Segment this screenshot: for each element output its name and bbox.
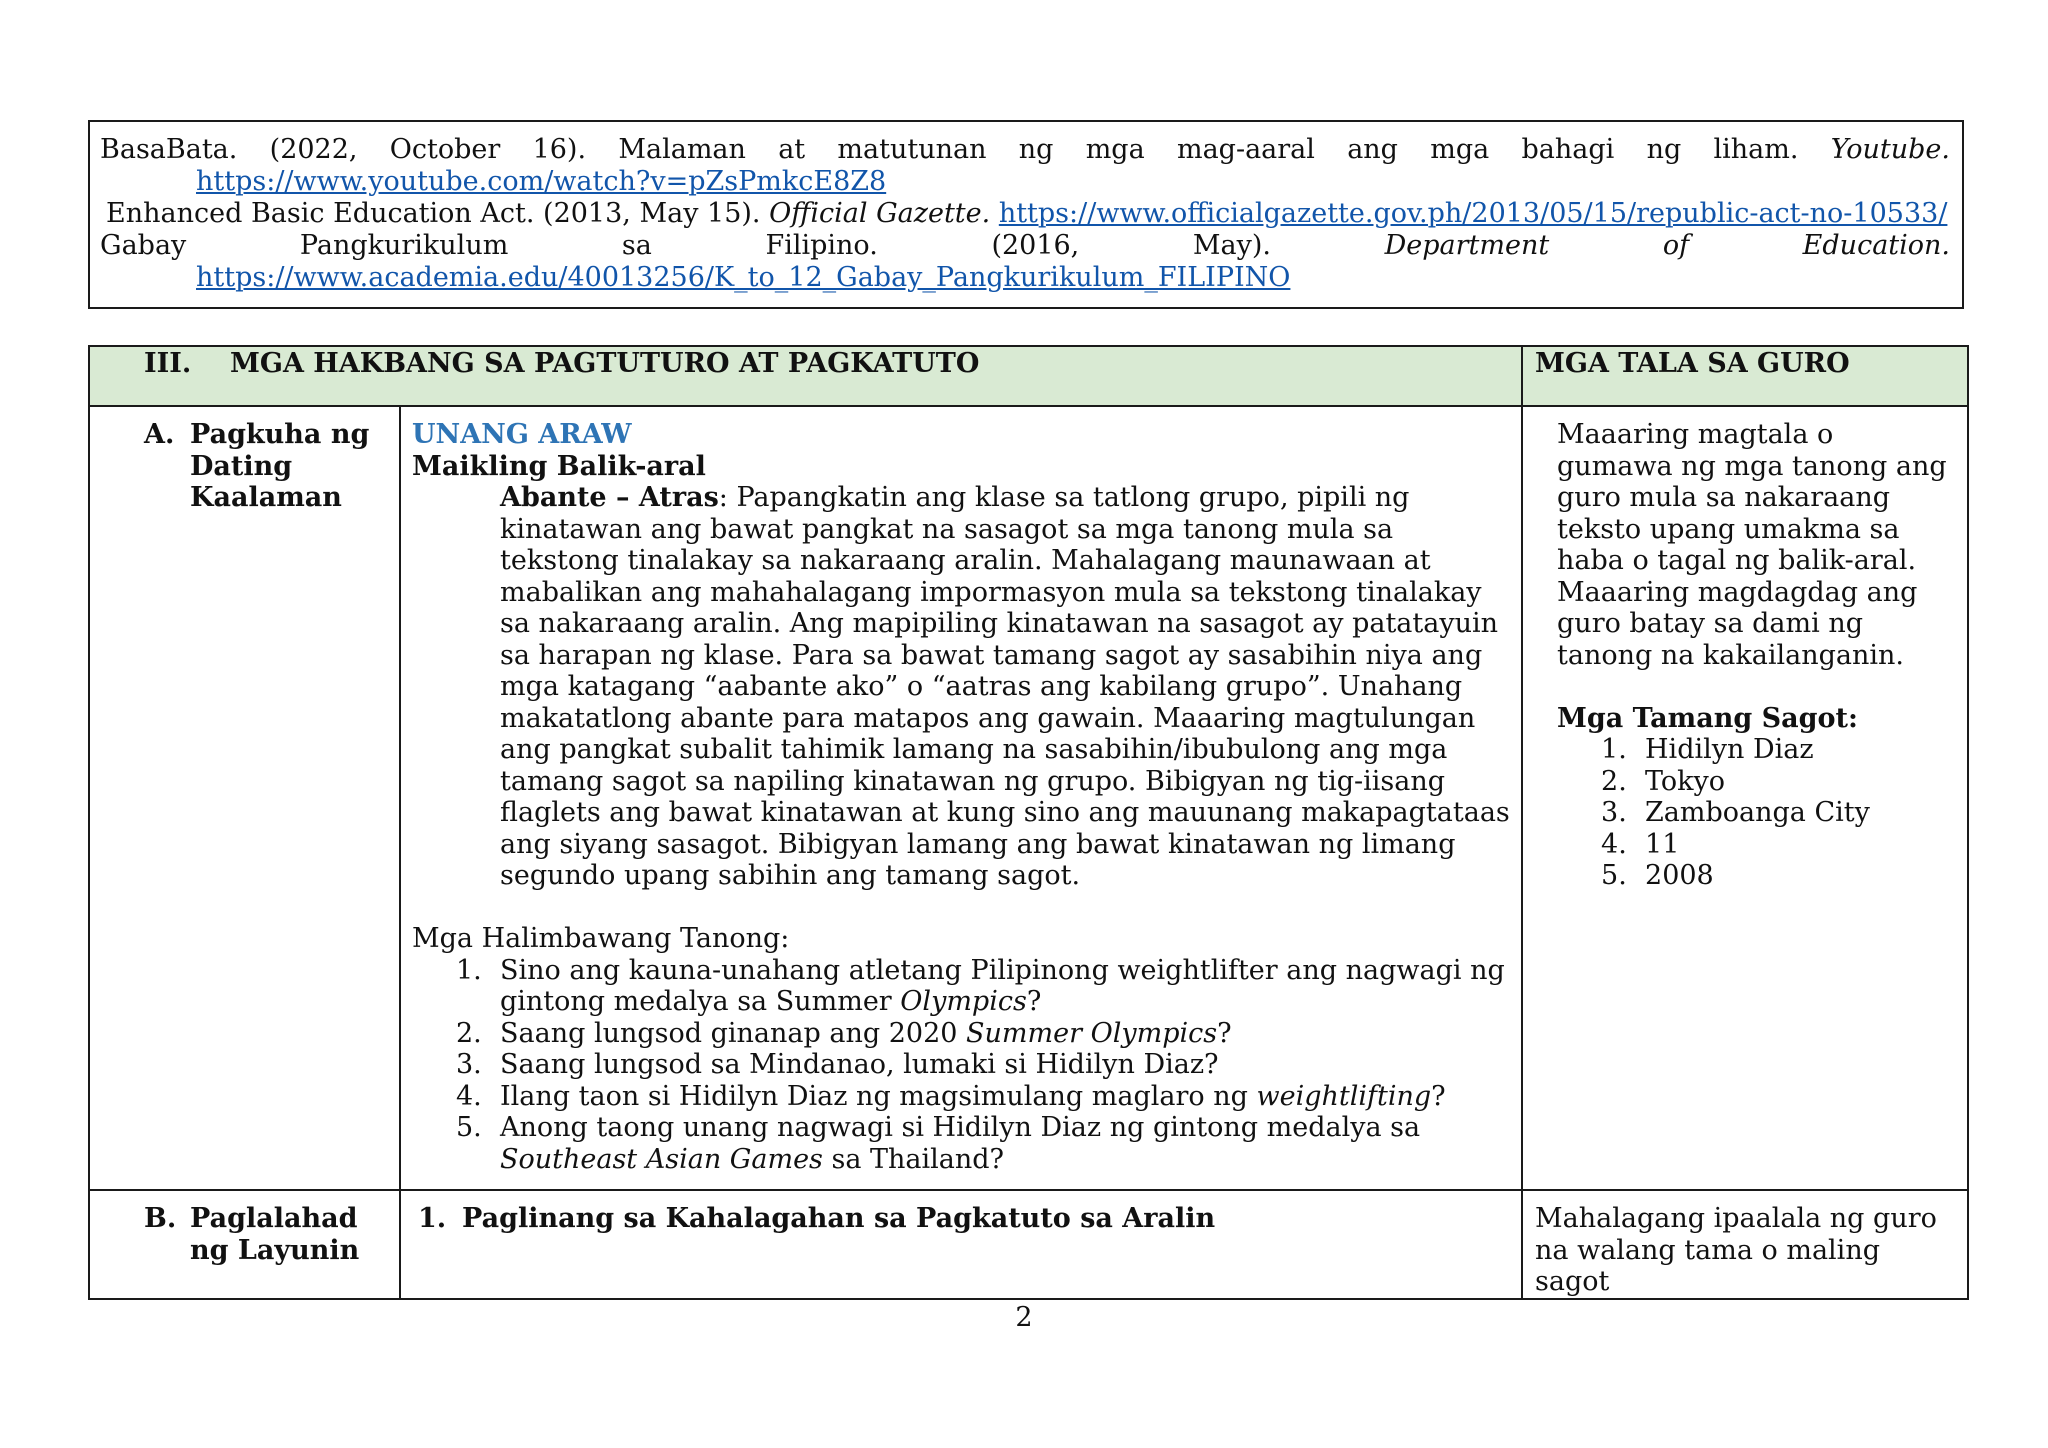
list-item: 3. Zamboanga City [1601, 797, 1870, 828]
section-letter: B. [144, 1203, 177, 1234]
list-item: 1. Sino ang kauna-unahang atletang Pilipinong weightlifter ang nagwagi ng gintong medalya sa Summer Olympics? [456, 954, 1505, 1017]
reference-entry [100, 198, 1950, 230]
section-letter: A. [144, 419, 175, 450]
day-heading: UNANG ARAW [412, 419, 632, 450]
reference-date: (2016, May). [991, 230, 1271, 261]
notes-text: Maaaring magtala o gumawa ng mga tanong ang guro mula sa nakaraang teksto upang umakma sa haba o tagal ng balik-aral. Maaaring magdagdag ang guro batay sa dami ng tanong na kakailanganin. [1557, 419, 1947, 671]
list-item: 2. Saang lungsod ginanap ang 2020 Summer Olympics? [456, 1017, 1232, 1049]
list-item: 5. 2008 [1601, 860, 1714, 891]
section-label-a [89, 406, 400, 1190]
lesson-steps-table [88, 345, 1969, 1300]
reference-source: Official Gazette. [769, 198, 991, 229]
list-item: 5. Anong taong unang nagwagi si Hidilyn Diaz ng gintong medalya sa Southeast Asian Games sa Thailand? [456, 1112, 1421, 1175]
section-label-b [89, 1190, 400, 1299]
page-number: 2 [1015, 1302, 1033, 1333]
section-content-a [400, 406, 1522, 1190]
table-header-row [89, 346, 1968, 406]
activity-paragraph [412, 482, 1511, 892]
list-item: 4. Ilang taon si Hidilyn Diaz ng magsimulang maglaro ng weightlifting? [456, 1080, 1446, 1112]
header-title: MGA HAKBANG SA PAGTUTURO AT PAGKATUTO [230, 348, 980, 379]
list-item: 2. Tokyo [1601, 765, 1726, 797]
answers-label: Mga Tamang Sagot: [1557, 702, 1858, 734]
reference-title: Malaman at matutunan ng mga mag-aaral ang mga bahagi ng liham. [618, 134, 1799, 165]
teacher-notes-b [1522, 1190, 1968, 1299]
reference-link[interactable]: https://www.officialgazette.gov.ph/2013/05/15/republic-act-no-10533/ [998, 198, 1948, 229]
reference-link[interactable]: https://www.academia.edu/40013256/K_to_12_Gabay_Pangkurikulum_FILIPINO [196, 262, 1291, 293]
reference-entry [100, 230, 1950, 262]
header-roman-numeral: III. [144, 348, 192, 379]
activity-text: : Papangkatin ang klase sa tatlong grupo, pipili ng kinatawan ang bawat pangkat na sasagot sa mga tanong mula sa tekstong tinalakay sa nakaraang aralin. Mahalagang maunawaan at mabalikan ang mahahalagang impormasyon mula sa tekstong tinalakay sa nakaraang aralin. Ang mapipiling kinatawan na sasagot ay patatayuin sa harapan ng klase. Para sa bawat tamang sagot ay sasabihin niya ang mga katagang “aabante ako” o “aatras ang kabilang grupo”. Unahang makatatlong abante para matapos ang gawain. Maaaring magtulungan ang pangkat subalit tahimik lamang na sasabihin/ibubulong ang mga tamang sagot sa napiling kinatawan ng grupo. Bibigyan ng tig-iisang flaglets ang bawat kinatawan at kung sino ang mauunang makapagtataas ang siyang sasagot. Bibigyan lamang ang bawat kinatawan ng limang segundo upang sabihin ang tamang sagot. [500, 482, 1510, 891]
table-row [89, 406, 1968, 1190]
notes-text: Mahalagang ipaalala ng guro na walang tama o maling sagot [1535, 1203, 1937, 1297]
list-item: 3. Saang lungsod sa Mindanao, lumaki si Hidilyn Diaz? [456, 1049, 1219, 1080]
answers-list [1557, 734, 1955, 892]
list-item: 4. 11 [1601, 828, 1680, 860]
references-box [88, 120, 1964, 309]
section-title: Pagkuha ng Dating Kaalaman [190, 419, 370, 513]
objective-item: 1. Paglinang sa Kahalagahan sa Pagkatuto sa Aralin [418, 1203, 1216, 1234]
activity-name: Abante – Atras [500, 482, 719, 513]
questions-label: Mga Halimbawang Tanong: [412, 923, 790, 954]
reference-url-line [100, 262, 1950, 294]
reference-author: Gabay Pangkurikulum sa Filipino. [100, 230, 878, 261]
reference-entry [100, 134, 1950, 166]
subheading: Maikling Balik-aral [412, 450, 706, 482]
reference-author: BasaBata. [100, 134, 238, 165]
reference-author: Enhanced Basic Education Act. [106, 198, 535, 229]
section-content-b [400, 1190, 1522, 1299]
header-steps [89, 346, 1522, 406]
reference-date: (2022, October 16). [269, 134, 587, 165]
header-notes: MGA TALA SA GURO [1522, 346, 1968, 406]
reference-source: Youtube. [1830, 134, 1950, 165]
teacher-notes-a [1522, 406, 1968, 1190]
reference-source: Department of Education. [1384, 230, 1950, 261]
reference-date: (2013, May 15). [543, 198, 761, 229]
section-title: Paglalahad ng Layunin [190, 1203, 360, 1266]
reference-link[interactable]: https://www.youtube.com/watch?v=pZsPmkcE8Z8 [196, 166, 887, 197]
list-item: 1. Hidilyn Diaz [1601, 734, 1814, 765]
questions-list [412, 955, 1511, 1176]
reference-url-line [100, 166, 1950, 198]
table-row [89, 1190, 1968, 1299]
